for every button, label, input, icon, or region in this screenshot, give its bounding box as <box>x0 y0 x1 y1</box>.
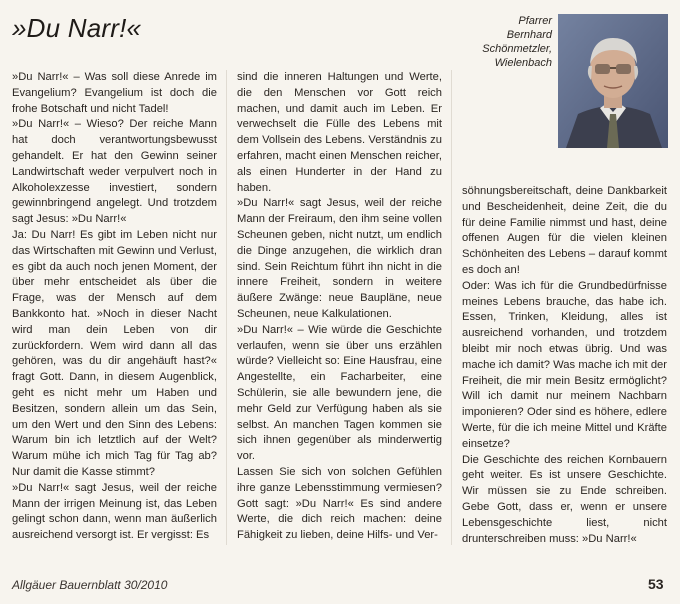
publication-name: Allgäuer Bauernblatt 30/2010 <box>12 578 168 592</box>
portrait-illustration <box>558 14 668 148</box>
paragraph: »Du Narr!« – Was soll diese Anrede im Evangelium? Evangelium ist doch die frohe Botschaft und nicht Tadel! <box>12 71 217 115</box>
page-number: 53 <box>648 576 664 592</box>
column-divider <box>451 70 452 545</box>
author-line-3: Schönmetzler, <box>482 43 552 55</box>
author-line-4: Wielenbach <box>494 57 552 69</box>
paragraph: sind die inneren Haltungen und Werte, die den Menschen vor Gott reich machen, und damit auch im Leben. Er verwechselt die Fülle des Lebens mit dem Vollsein des Lebens. Verständnis zu erfahren, macht einen Menschen reicher, als einen Hunderter in der Hand zu haben. <box>237 71 442 194</box>
paragraph: Oder: Was ich für die Grundbedürfnisse meines Lebens brauche, das habe ich. Essen, Trinken, Kleidung, alles ist ausreichend vorhanden, und trotzdem bleibt mir noch etwas übrig. Und was mache ich damit? Was mache ich mit der Freiheit, die mir mein Besitz ermöglicht? Will ich damit nur meinem Nachbarn imponieren? Oder sind es höhere, edlere Werte, für die ich meine Mittel und Kräfte einsetze? <box>462 279 667 450</box>
headline: »Du Narr!« <box>12 13 142 43</box>
article-column-1 <box>12 70 217 544</box>
paragraph: »Du Narr!« – Wie würde die Geschichte verlaufen, wenn sie über uns erzählen würde? Vielleicht so: Eine Hausfrau, eine Angestellte, ein Facharbeiter, eine Schülerin, sie alle bewundern jene, die mehr Geld zur Verfügung haben als sie selbst. An manchen Tagen kommen sie sich ihnen gegenüber als minderwertig vor. <box>237 323 442 463</box>
column-divider <box>226 70 227 545</box>
paragraph: Lassen Sie sich von solchen Gefühlen ihre ganze Lebensstimmung vermiesen? Gott sagt: »Du Narr!« Es sind andere Werte, die dich reich machen: deine Fähigkeit zu lieben, deine Hilfs- und Ver- <box>237 465 442 542</box>
article-column-2 <box>237 70 442 544</box>
paragraph: Ja: Du Narr! Es gibt im Leben nicht nur das Wirtschaften mit Gewinn und Verlust, es gibt da auch noch jenen Moment, der über mehr entscheidet als über die Frage, was der Mensch auf dem Bankkonto hat. »Noch in dieser Nacht wird man dein Leben von dir zurückfordern. Wem wird dann all das gehören, was du dir angehäuft hast?« fragt Gott. Dann, in diesem Augenblick, geht es nicht mehr um Haben und Besitzen, sondern allein um das Sein, um den Wert und den Sinn des Lebens: Warum bin ich letztlich auf der Welt? Warum mühe ich mich Tag für Tag ab? Nur damit die Kasse stimmt? <box>12 228 217 478</box>
paragraph: söhnungsbereitschaft, deine Dankbarkeit und Bescheidenheit, deine Zeit, die du für deine Familie nimmst und hast, deine offenen Augen für die vielen kleinen Schönheiten des Lebens – darauf kommt es doch an! <box>462 185 667 276</box>
article-column-3 <box>462 184 667 547</box>
author-photo <box>558 14 668 148</box>
author-line-1: Pfarrer <box>518 15 552 27</box>
author-line-2: Bernhard <box>506 29 552 41</box>
paragraph: »Du Narr!« – Wieso? Der reiche Mann hat doch verantwortungsbewusst gehandelt. Er hat den Gewinn seiner Landwirtschaft weder verpulvert noch in Alkoholexzesse investiert, sondern gewinnbringend angelegt. Und trotzdem sagt Jesus: »Du Narr!« <box>12 118 217 226</box>
paragraph: »Du Narr!« sagt Jesus, weil der reiche Mann der Freiraum, den ihm seine vollen Scheunen geben, nicht nutzt, um endlich die Dinge anzugehen, die wirklich dran sind. Sein Reichtum führt ihn nicht in die innere Freiheit, sondern in weitere äußere Zwänge: neue Baupläne, neue Scheunen, neue Kalkulationen. <box>237 197 442 320</box>
paragraph: Die Geschichte des reichen Kornbauern geht weiter. Es ist unsere Geschichte. Wir müssen sie zu Ende schreiben. Gebe Gott, dass er, wenn er unsere Lebensgeschichte liest, nicht drunterschreiben muss: »Du Narr!« <box>462 453 667 545</box>
author-caption <box>463 14 552 70</box>
paragraph: »Du Narr!« sagt Jesus, weil der reiche Mann der irrigen Meinung ist, das Leben gelingt schon dann, wenn man äußerlich ausreichend versorgt ist. Er vergisst: Es <box>12 481 217 542</box>
